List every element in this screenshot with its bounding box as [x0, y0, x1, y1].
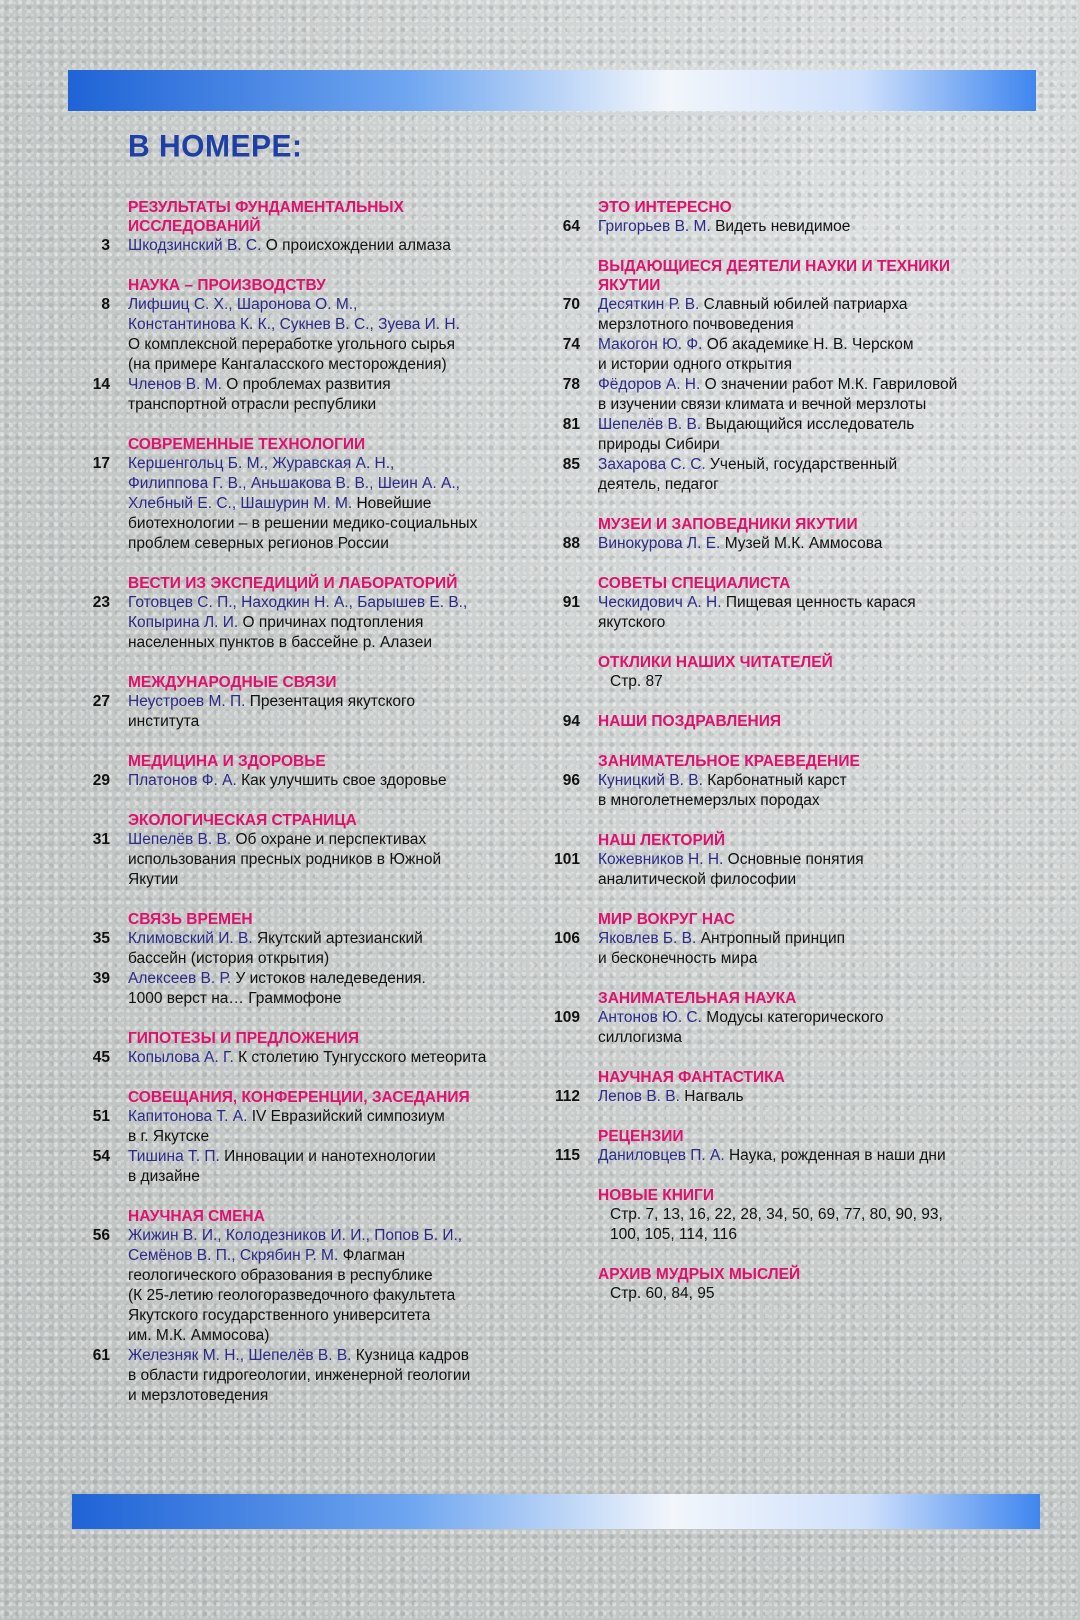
toc-section — [552, 831, 1042, 890]
section-heading: РЕЦЕНЗИИ — [598, 1128, 684, 1145]
section-heading: ЗАНИМАТЕЛЬНОЕ КРАЕВЕДЕНИЕ — [598, 753, 860, 770]
toc-entry[interactable] — [82, 236, 552, 256]
toc-entry[interactable] — [552, 929, 1042, 969]
page-number: 3 — [101, 237, 110, 254]
page-number: 56 — [92, 1227, 110, 1244]
entry-author: Десяткин Р. В. — [598, 296, 700, 313]
toc-entry[interactable] — [82, 969, 552, 1009]
section-heading: ЭКОЛОГИЧЕСКАЯ СТРАНИЦА — [128, 812, 357, 829]
entry-title: Основные понятия аналитической философии — [598, 851, 864, 888]
entry-title: К столетию Тунгусского метеорита — [238, 1049, 487, 1066]
entry-title: Карбонатный карст в многолетнемерзлых породах — [598, 772, 847, 809]
entry-text — [128, 375, 552, 415]
section-page-note: Стр. 87 — [610, 673, 663, 690]
entry-author: Шкодзинский В. С. — [128, 237, 262, 254]
entry-title: Флагман геологического образования в республике (К 25-летию геологоразведочного факультета Якутского государственного университета им. М.К. Аммосова) — [128, 1247, 456, 1344]
entry-text — [598, 335, 1042, 375]
entry-author: Климовский И. В. — [128, 930, 253, 947]
section-heading: ВЫДАЮЩИЕСЯ ДЕЯТЕЛИ НАУКИ И ТЕХНИКИ ЯКУТИИ — [598, 258, 951, 294]
page-number: 27 — [92, 693, 110, 710]
page-number: 91 — [562, 594, 580, 611]
entry-text — [128, 1226, 552, 1346]
toc-section — [552, 989, 1042, 1048]
toc-section — [552, 1068, 1042, 1107]
entry-title: У истоков наледеведения. 1000 верст на… Граммофоне — [128, 970, 426, 1007]
entry-title: Выдающийся исследователь природы Сибири — [598, 416, 915, 453]
toc-section — [552, 712, 1042, 732]
entry-text — [598, 415, 1042, 455]
entry-author: Куницкий В. В. — [598, 772, 703, 789]
section-heading: МЕЖДУНАРОДНЫЕ СВЯЗИ — [128, 674, 337, 691]
entry-text — [128, 1147, 552, 1187]
page-number: 78 — [562, 376, 580, 393]
page-number: 51 — [92, 1108, 110, 1125]
page-number: 54 — [92, 1148, 110, 1165]
page-number: 23 — [92, 594, 110, 611]
section-heading: СОВЕЩАНИЯ, КОНФЕРЕНЦИИ, ЗАСЕДАНИЯ — [128, 1089, 470, 1106]
entry-title: Славный юбилей патриарха мерзлотного почвоведения — [598, 296, 908, 333]
toc-entry[interactable] — [552, 712, 1042, 732]
page-number: 106 — [554, 930, 580, 947]
toc-entry[interactable] — [82, 1346, 552, 1406]
section-page-note: Стр. 7, 13, 16, 22, 28, 34, 50, 69, 77, 80, 90, 93, 100, 105, 114, 116 — [610, 1206, 943, 1243]
entry-title: Нагваль — [684, 1088, 744, 1105]
section-heading: РЕЗУЛЬТАТЫ ФУНДАМЕНТАЛЬНЫХ ИССЛЕДОВАНИЙ — [128, 199, 404, 235]
toc-section — [552, 752, 1042, 811]
toc-section — [552, 574, 1042, 633]
toc-entry[interactable] — [552, 295, 1042, 335]
entry-text — [598, 929, 1042, 969]
entry-author: Кожевников Н. Н. — [598, 851, 724, 868]
page-number: 64 — [562, 218, 580, 235]
bottom-decorative-band — [72, 1494, 1040, 1529]
entry-text — [128, 1048, 552, 1068]
page-number: 39 — [92, 970, 110, 987]
section-heading: ГИПОТЕЗЫ И ПРЕДЛОЖЕНИЯ — [128, 1030, 359, 1047]
entry-text — [598, 295, 1042, 335]
toc-entry[interactable] — [82, 375, 552, 415]
entry-text — [598, 1146, 1042, 1166]
toc-entry[interactable] — [552, 1008, 1042, 1048]
entry-title: О происхождении алмаза — [265, 237, 451, 254]
entry-author: Лифшиц С. Х., Шаронова О. М., Константинова К. К., Сукнев В. С., Зуева И. Н. — [128, 296, 460, 333]
toc-entry[interactable] — [552, 593, 1042, 633]
entry-author: Шепелёв В. В. — [128, 831, 232, 848]
entry-author: Григорьев В. М. — [598, 218, 711, 235]
page-number: 45 — [92, 1049, 110, 1066]
toc-section — [82, 811, 552, 890]
entry-author: Винокурова Л. Е. — [598, 535, 721, 552]
entry-title: Видеть невидимое — [715, 218, 851, 235]
entry-author: Макогон Ю. Ф. — [598, 336, 703, 353]
entry-title: Инновации и нанотехнологии в дизайне — [128, 1148, 436, 1185]
entry-title: Наука, рожденная в наши дни — [728, 1147, 946, 1164]
entry-author: Захарова С. С. — [598, 456, 706, 473]
page-number: 61 — [92, 1347, 110, 1364]
section-heading: НАШИ ПОЗДРАВЛЕНИЯ — [598, 713, 782, 730]
entry-text — [598, 375, 1042, 415]
entry-author: Платонов Ф. А. — [128, 772, 237, 789]
toc-entry[interactable] — [552, 1087, 1042, 1107]
section-heading: АРХИВ МУДРЫХ МЫСЛЕЙ — [598, 1266, 801, 1283]
contents-right-column — [552, 198, 1042, 1324]
entry-text — [128, 929, 552, 969]
toc-entry[interactable] — [82, 454, 552, 554]
section-heading: ЭТО ИНТЕРЕСНО — [598, 199, 732, 216]
toc-entry[interactable] — [82, 1226, 552, 1346]
entry-author: Неустроев М. П. — [128, 693, 246, 710]
entry-title: Об охране и перспективах использования пресных родников в Южной Якутии — [128, 831, 442, 888]
section-heading: МИР ВОКРУГ НАС — [598, 911, 736, 928]
section-heading: ОТКЛИКИ НАШИХ ЧИТАТЕЛЕЙ — [598, 654, 833, 671]
toc-section — [552, 257, 1042, 495]
entry-author: Железняк М. Н., Шепелёв В. В. — [128, 1347, 352, 1364]
page-number: 88 — [562, 535, 580, 552]
toc-section — [82, 1029, 552, 1068]
toc-section — [552, 1127, 1042, 1166]
section-heading: ЗАНИМАТЕЛЬНАЯ НАУКА — [598, 990, 797, 1007]
page-number: 115 — [554, 1147, 580, 1164]
toc-entry[interactable] — [82, 295, 552, 375]
toc-section — [552, 1186, 1042, 1245]
page-number: 29 — [92, 772, 110, 789]
toc-section — [552, 653, 1042, 692]
top-decorative-band — [68, 70, 1036, 111]
toc-entry[interactable] — [552, 534, 1042, 554]
toc-section — [82, 673, 552, 732]
toc-entry[interactable] — [552, 771, 1042, 811]
section-heading: СВЯЗЬ ВРЕМЕН — [128, 911, 253, 928]
toc-entry[interactable] — [552, 850, 1042, 890]
entry-title: Новейшие биотехнологии – в решении медико-социальных проблем северных регионов России — [128, 495, 478, 552]
entry-author: Алексеев В. Р. — [128, 970, 232, 987]
toc-section — [552, 910, 1042, 969]
entry-author: Готовцев С. П., Находкин Н. А., Барышев Е. В., Копырина Л. И. — [128, 594, 468, 631]
toc-entry[interactable] — [82, 1107, 552, 1147]
entry-text — [598, 455, 1042, 495]
section-heading: СОВЕТЫ СПЕЦИАЛИСТА — [598, 575, 791, 592]
entry-title: О комплексной переработке угольного сырья (на примере Кангаласского месторождения) — [128, 336, 455, 373]
entry-text — [598, 1087, 1042, 1107]
entry-author: Даниловцев П. А. — [598, 1147, 725, 1164]
entry-title: Музей М.К. Аммосова — [724, 535, 883, 552]
entry-author: Кершенгольц Б. М., Журавская А. Н., Филиппова Г. В., Аньшакова В. В., Шеин А. А., Хлебный Е. С., Шашурин М. М. — [128, 455, 460, 512]
toc-section — [82, 435, 552, 554]
toc-section — [82, 1207, 552, 1406]
entry-author: Жижин В. И., Колодезников И. И., Попов Б. И., Семёнов В. П., Скрябин Р. М. — [128, 1227, 463, 1264]
section-heading: ВЕСТИ ИЗ ЭКСПЕДИЦИЙ И ЛАБОРАТОРИЙ — [128, 575, 458, 592]
page-number: 94 — [562, 713, 580, 730]
entry-text — [128, 236, 552, 256]
page-number: 8 — [101, 296, 110, 313]
entry-title: IV Евразийский симпозиум в г. Якутске — [128, 1108, 445, 1145]
entry-author: Лепов В. В. — [598, 1088, 680, 1105]
page-title: В НОМЕРЕ: — [128, 129, 303, 164]
section-heading: МУЗЕИ И ЗАПОВЕДНИКИ ЯКУТИИ — [598, 516, 858, 533]
entry-author: Тишина Т. П. — [128, 1148, 220, 1165]
toc-entry[interactable] — [82, 1048, 552, 1068]
entry-text — [128, 1107, 552, 1147]
toc-section — [552, 515, 1042, 554]
section-heading: НАУКА – ПРОИЗВОДСТВУ — [128, 277, 326, 294]
toc-entry[interactable] — [82, 1147, 552, 1187]
entry-text — [598, 593, 1042, 633]
entry-title: Пищевая ценность карася якутского — [598, 594, 916, 631]
entry-text — [598, 850, 1042, 890]
toc-entry[interactable] — [552, 335, 1042, 375]
toc-entry[interactable] — [552, 415, 1042, 455]
toc-entry[interactable] — [82, 771, 552, 791]
entry-text — [128, 295, 552, 375]
page-number: 109 — [554, 1009, 580, 1026]
toc-section — [82, 574, 552, 653]
entry-title: Презентация якутского института — [128, 693, 415, 730]
toc-entry[interactable] — [552, 1146, 1042, 1166]
section-page-note: Стр. 60, 84, 95 — [610, 1285, 715, 1302]
page-number: 112 — [554, 1088, 580, 1105]
page-number: 35 — [92, 930, 110, 947]
entry-title: О значении работ М.К. Гавриловой в изучении связи климата и вечной мерзлоты — [598, 376, 958, 413]
section-heading: НАУЧНАЯ СМЕНА — [128, 1208, 265, 1225]
toc-entry[interactable] — [552, 455, 1042, 495]
entry-title: Об академике Н. В. Черском и истории одного открытия — [598, 336, 914, 373]
section-heading: НАУЧНАЯ ФАНТАСТИКА — [598, 1069, 785, 1086]
entry-text — [128, 593, 552, 653]
entry-text — [128, 454, 552, 554]
entry-text — [128, 969, 552, 1009]
entry-title: Как улучшить свое здоровье — [241, 772, 447, 789]
page-number: 17 — [92, 455, 110, 472]
entry-title: Антропный принцип и бесконечность мира — [598, 930, 846, 967]
page-number: 85 — [562, 456, 580, 473]
section-heading: МЕДИЦИНА И ЗДОРОВЬЕ — [128, 753, 326, 770]
toc-section — [82, 752, 552, 791]
section-heading: НАШ ЛЕКТОРИЙ — [598, 832, 726, 849]
entry-text — [598, 771, 1042, 811]
entry-title: О проблемах развития транспортной отрасли республики — [128, 376, 391, 413]
page-number: 81 — [562, 416, 580, 433]
entry-title: Кузница кадров в области гидрогеологии, инженерной геологии и мерзлотоведения — [128, 1347, 471, 1404]
page-number: 70 — [562, 296, 580, 313]
toc-entry[interactable] — [552, 375, 1042, 415]
page-number: 96 — [562, 772, 580, 789]
entry-text — [598, 1008, 1042, 1048]
entry-author: Копылова А. Г. — [128, 1049, 234, 1066]
section-heading: СОВРЕМЕННЫЕ ТЕХНОЛОГИИ — [128, 436, 366, 453]
entry-author: Яковлев Б. В. — [598, 930, 697, 947]
entry-author: Членов В. М. — [128, 376, 222, 393]
page-number: 74 — [562, 336, 580, 353]
toc-section — [82, 1088, 552, 1187]
toc-section — [552, 198, 1042, 237]
toc-section — [82, 910, 552, 1009]
toc-entry[interactable] — [552, 217, 1042, 237]
entry-text — [128, 692, 552, 732]
entry-text — [128, 771, 552, 791]
entry-author: Шепелёв В. В. — [598, 416, 702, 433]
entry-author: Фёдоров А. Н. — [598, 376, 701, 393]
entry-title: Ученый, государственный деятель, педагог — [598, 456, 898, 493]
toc-entry[interactable] — [82, 692, 552, 732]
page-number: 101 — [554, 851, 580, 868]
page-number: 14 — [92, 376, 110, 393]
toc-entry[interactable] — [82, 830, 552, 890]
toc-entry[interactable] — [82, 929, 552, 969]
section-heading: НОВЫЕ КНИГИ — [598, 1187, 714, 1204]
toc-section — [552, 1265, 1042, 1304]
entry-text — [128, 830, 552, 890]
entry-title: Якутский артезианский бассейн (история открытия) — [128, 930, 423, 967]
entry-author: Капитонова Т. А. — [128, 1108, 248, 1125]
entry-title: О причинах подтопления населенных пунктов в бассейне р. Алазеи — [128, 614, 432, 651]
entry-text — [128, 1346, 552, 1406]
toc-section — [82, 276, 552, 415]
entry-text — [598, 712, 1042, 732]
toc-section — [82, 198, 552, 256]
entry-author: Антонов Ю. С. — [598, 1009, 702, 1026]
entry-author: Ческидович А. Н. — [598, 594, 722, 611]
toc-entry[interactable] — [82, 593, 552, 653]
entry-title: Модусы категорического силлогизма — [598, 1009, 884, 1046]
contents-left-column — [82, 198, 552, 1426]
entry-text — [598, 217, 1042, 237]
page-number: 31 — [92, 831, 110, 848]
entry-text — [598, 534, 1042, 554]
